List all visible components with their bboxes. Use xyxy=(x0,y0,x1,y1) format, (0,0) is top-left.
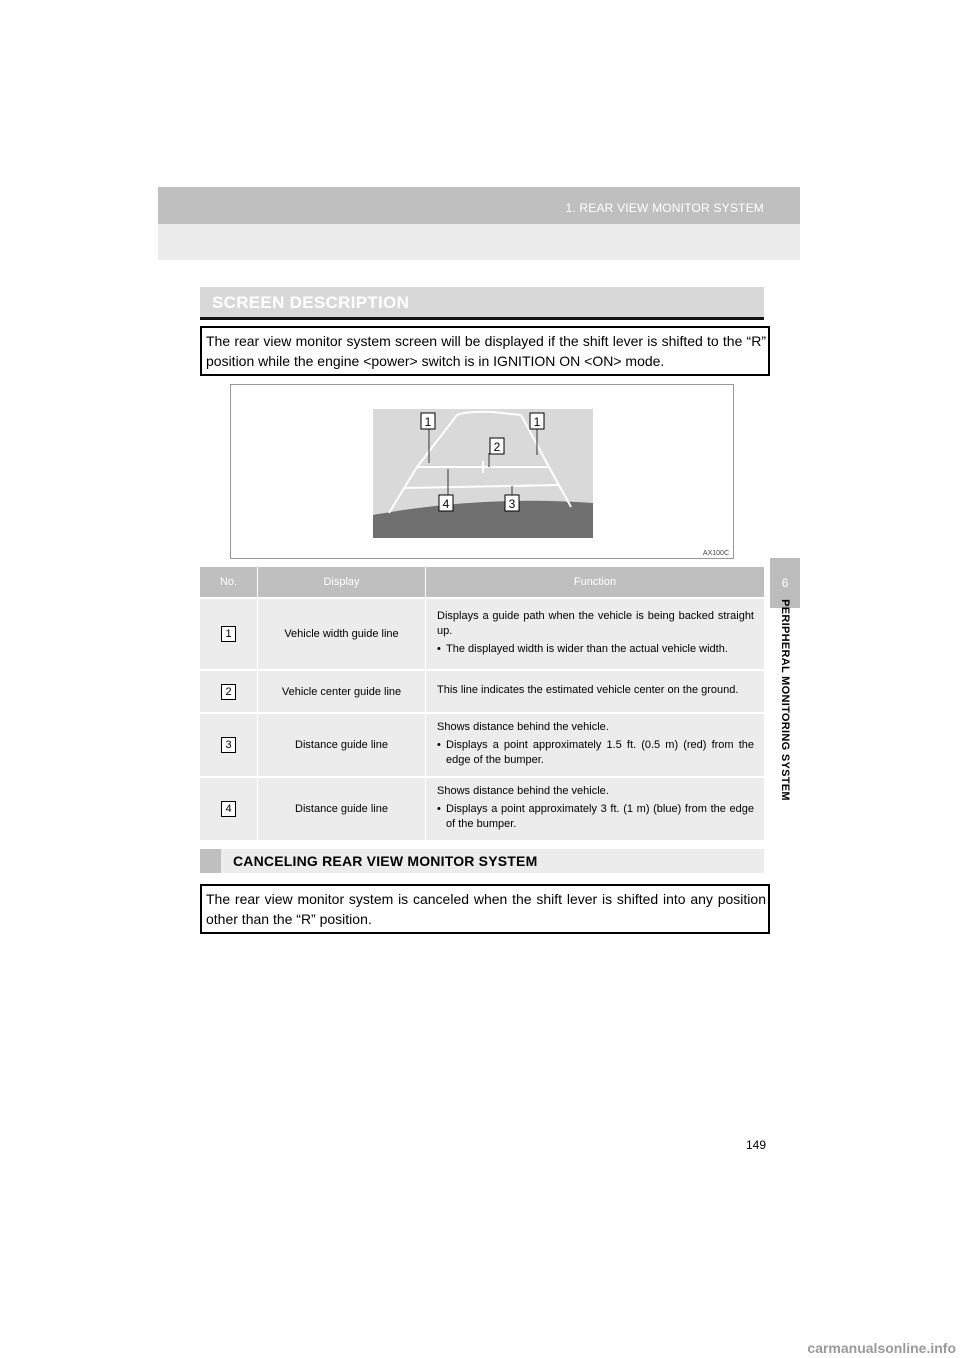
function-bullet xyxy=(437,642,754,657)
callout-2: 2 xyxy=(493,440,501,454)
canceling-text: The rear view monitor system is canceled when the shift lever is shifted into any position other than the “R” position. xyxy=(200,884,770,934)
col-function: Function xyxy=(426,567,765,598)
row-display: Vehicle center guide line xyxy=(258,670,426,713)
page-number: 149 xyxy=(746,1138,767,1152)
table-row xyxy=(200,713,764,777)
section-title: 1. REAR VIEW MONITOR SYSTEM xyxy=(565,201,764,215)
guide-line-illustration xyxy=(231,385,733,558)
table-row xyxy=(200,670,764,713)
chapter-label: PERIPHERAL MONITORING SYSTEM xyxy=(779,599,791,801)
guide-lines-table xyxy=(200,567,764,840)
row-function xyxy=(426,777,765,840)
heading-marker xyxy=(200,849,221,873)
monitor-figure xyxy=(230,384,734,559)
bullet-text: Displays a point approximately 3 ft. (1 m) (blue) from the edge of the bumper. xyxy=(446,803,754,830)
row-function xyxy=(426,670,765,713)
col-display: Display xyxy=(258,567,426,598)
table-row xyxy=(200,777,764,840)
row-number-cell xyxy=(200,670,258,713)
intro-text: The rear view monitor system screen will be displayed if the shift lever is shifted to the “R” position while the engine <power> switch is in IGNITION ON <ON> mode. xyxy=(200,326,770,376)
row-number-cell xyxy=(200,713,258,777)
function-text: Displays a guide path when the vehicle is being backed straight up. xyxy=(437,610,754,637)
function-text: Shows distance behind the vehicle. xyxy=(437,785,609,797)
row-display: Distance guide line xyxy=(258,713,426,777)
callout-4: 4 xyxy=(442,497,450,511)
heading-text: SCREEN DESCRIPTION xyxy=(212,293,410,312)
chapter-number: 6 xyxy=(781,576,789,590)
function-bullet xyxy=(437,802,754,832)
callout-3: 3 xyxy=(508,497,516,511)
row-number: 4 xyxy=(221,801,236,817)
header-bar xyxy=(158,187,800,224)
header-band xyxy=(158,187,800,260)
bullet-text: Displays a point approximately 1.5 ft. (0.5 m) (red) from the edge of the bumper. xyxy=(446,739,754,766)
row-function xyxy=(426,713,765,777)
heading-text: CANCELING REAR VIEW MONITOR SYSTEM xyxy=(233,853,538,869)
row-function xyxy=(426,598,765,670)
callout-1a: 1 xyxy=(424,415,432,429)
watermark: carmanualsonline.info xyxy=(807,1340,956,1356)
row-display: Distance guide line xyxy=(258,777,426,840)
bullet-glyph: • xyxy=(437,803,441,815)
table-row xyxy=(200,598,764,670)
figure-code: AX100C xyxy=(702,550,729,557)
bullet-glyph: • xyxy=(437,739,441,751)
row-number: 3 xyxy=(221,737,236,753)
row-number: 2 xyxy=(221,684,236,700)
table-header-row xyxy=(200,567,764,598)
col-no: No. xyxy=(200,567,258,598)
row-display: Vehicle width guide line xyxy=(258,598,426,670)
row-number-cell xyxy=(200,598,258,670)
screen-description-heading xyxy=(200,287,764,320)
callout-1b: 1 xyxy=(533,415,541,429)
row-number: 1 xyxy=(221,626,236,642)
row-number-cell xyxy=(200,777,258,840)
function-text: Shows distance behind the vehicle. xyxy=(437,721,609,733)
function-text: This line indicates the estimated vehicle center on the ground. xyxy=(437,684,739,696)
bullet-text: The displayed width is wider than the actual vehicle width. xyxy=(446,643,728,655)
function-bullet xyxy=(437,738,754,768)
bullet-glyph: • xyxy=(437,643,441,655)
canceling-heading xyxy=(200,849,764,873)
